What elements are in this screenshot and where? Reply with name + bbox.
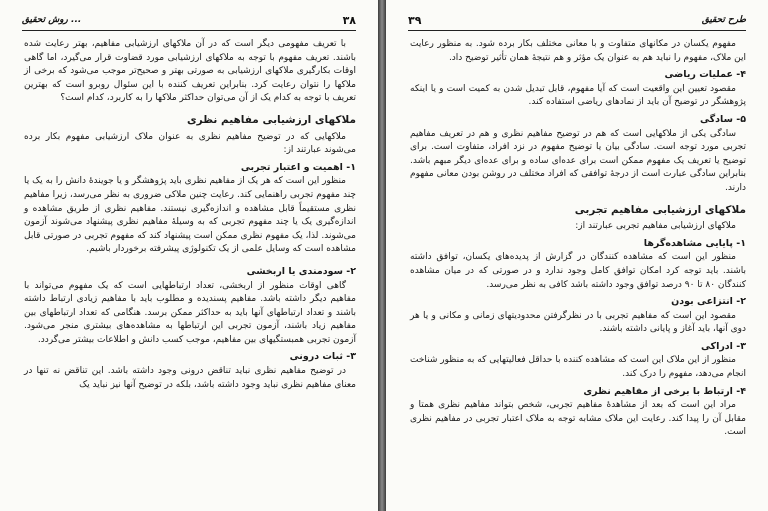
paragraph: مقصود این است که مفاهیم تجربی با در نظرگرفتن محدودیتهای زمانی و مکانی و یا هر دوی آنها، باید آغاز و پایانی داشته باشند. — [410, 310, 746, 335]
subsection-heading: ۳- ادراکی — [700, 340, 746, 352]
paragraph: مفهوم یکسان در مکانهای متفاوت و با معانی مختلف بکار برده شود. به منظور رعایت این ملاک، مفهوم را نباید هم به عنوان یک مؤثر و هم نتیجهٔ همان تأثیر توضیح داد. — [410, 39, 746, 63]
subsection-heading: ۱- اهمیت و اعتبار تجربی — [240, 161, 356, 173]
paragraph: ملاکهایی که در توضیح مفاهیم نظری به عنوان ملاک ارزشیابی مفهوم بکار برده می‌شوند عبارتند از: — [24, 131, 356, 156]
left-page-number: ۳۸ — [342, 14, 356, 27]
right-running-head: طرح تحقیق — [701, 15, 746, 25]
subsection-heading: ۴- عملیات ریاضی — [664, 69, 746, 81]
paragraph: با تعریف مفهومی دیگر است که در آن ملاکهای ارزشیابی مفاهیم، بهتر رعایت شده باشند. تعریف مفهوم با توجه به ملاکهای ارزشیابی مورد قضاوت قرار می‌گیرد، اما گاهی اوقات بکارگیری ملاکهای ارزشیابی به صورتی بهتر و صحیح‌تر موجب می‌شود که برخی از ملاکها را نتوان رعایت کرد. بنابراین تعریف کننده با این سئوال روبرو است که بهترین تعریف با توجه به کدام یک از آن می‌توان حداکثر ملاکها را به کاربرد، کدام است؟ — [24, 39, 356, 104]
paragraph: منظور این است که هر یک از مفاهیم نظری باید پژوهشگر و یا جوینده‌ٔ دانش را به یک یا چند مفهوم تجربی راهنمایی کند. رعایت چنین ملاکی ضروری به نظر می‌رسد، زیرا مفاهیم نظری مستقیماً قابل مشاهده و اندازه‌گیری نیستند. مفاهیم نظری از طریق مشاهده و اندازه‌گیری یک یا چند مفهوم تجربی که به وسیلهٔ مفاهیم نظری پیشنهاد می‌شوند آزمون می‌شوند. لذا، یک مفهوم نظری ممکن است پیشنهاد کند که مفهوم تجربی در صورتی قابل مشاهده است که وسایل علمی از یک تکنولوژی پیشرفته برخوردار باشیم. — [24, 176, 356, 255]
subsection-heading: ۴- ارتباط با برخی از مفاهیم نظری — [583, 385, 746, 397]
right-page — [386, 0, 768, 511]
left-running-head: روش تحقیق ... — [22, 15, 82, 25]
paragraph: منظور این است که مشاهده کنندگان در گزارش از پدیده‌های یکسان، توافق داشته باشند. باید توجه کرد امکان توافق کامل وجود ندارد و در صورتی که در میان مشاهده کنندگان ۸۰ تا ۹۰ درصد توافق وجود داشته باشد کافی به نظر می‌رسد. — [410, 252, 746, 290]
book-gutter — [378, 0, 386, 511]
left-page-body — [24, 38, 356, 394]
section-heading: ملاکهای ارزشیابی مفاهیم نظری — [187, 113, 356, 126]
section-heading: ملاکهای ارزشیابی مفاهیم تجربی — [574, 203, 746, 216]
subsection-heading: ۳- ثبات درونی — [289, 351, 356, 363]
subsection-heading: ۲- انتزاعی بودن — [671, 296, 746, 308]
left-page — [0, 0, 378, 511]
paragraph: ملاکهای ارزشیابی مفاهیم تجربی عبارتند از: — [575, 221, 736, 232]
paragraph: در توضیح مفاهیم نظری نباید تناقض درونی وجود داشته باشد. این تناقض نه تنها در معنای مفاهیم نظری نباید وجود داشته باشد، بلکه در توضیح آنها نیز نباید یک — [24, 366, 356, 390]
subsection-heading: ۱- پایایی مشاهده‌گرها — [643, 237, 746, 249]
paragraph: مقصود تعیین این واقعیت است که آیا مفهوم، قابل تبدیل شدن به کمیت است و یا اینکه پژوهشگر در توضیح آن باید از نمادهای ریاضی استفاده کند. — [410, 83, 746, 108]
left-page-header — [22, 12, 356, 31]
right-page-header — [408, 12, 746, 31]
subsection-heading: ۲- سودمندی یا اربخشی — [246, 265, 356, 277]
subsection-heading: ۵- سادگی — [700, 113, 746, 125]
paragraph: گاهی اوقات منظور از اربخشی، تعداد ارتباطهایی است که یک مفهوم می‌تواند با مفاهیم دیگر داشته باشد. مفاهیم پسندیده و مطلوب باید با مفاهیم زیادی ارتباط داشته باشند و تعداد ارتباطهای آنها باید به حداکثر ممکن برسد. هنگامی که تعداد ارتباطهای بین مفاهیم زیاد باشند، آزمون تجربی این ارتباطها به مشاهده‌های بیشتری منجر می‌شود. آزمون تجربی همبستگیهای بین مفاهیم، موجب کسب دانش و اطلاعات بیشتر می‌گردد. — [24, 280, 356, 345]
paragraph: مراد این است که بعد از مشاهدهٔ مفاهیم تجربی، شخص بتواند مفاهیم نظری همتا و مقابل آن را پیدا کند. رعایت این ملاک مشابه توجه به ملاک اعتبار تجربی در مفاهیم نظری است. — [410, 400, 746, 438]
right-page-number: ۳۹ — [408, 14, 422, 27]
right-page-body — [410, 38, 746, 442]
paragraph: منظور از این ملاک این است که مشاهده کننده با حداقل فعالیتهایی که به منظور شناخت انجام می‌دهد، مفهوم را درک کند. — [410, 355, 746, 380]
paragraph: سادگی یکی از ملاکهایی است که هم در توضیح مفاهیم نظری و هم در تعریف مفاهیم تجربی مورد توجه است. سادگی بیان یا توضیح مفهوم در نزد افراد، متفاوت است. برای توضیح یا تعریف یک مفهوم ممکن است برای عده‌ای ساده و برای عده‌ای دیگر مبهم باشد. بنابراین سادگی عبارت است از درجهٔ توافقی که افراد مختلف در روشن بودن معانی مفهوم دارند. — [410, 128, 746, 193]
